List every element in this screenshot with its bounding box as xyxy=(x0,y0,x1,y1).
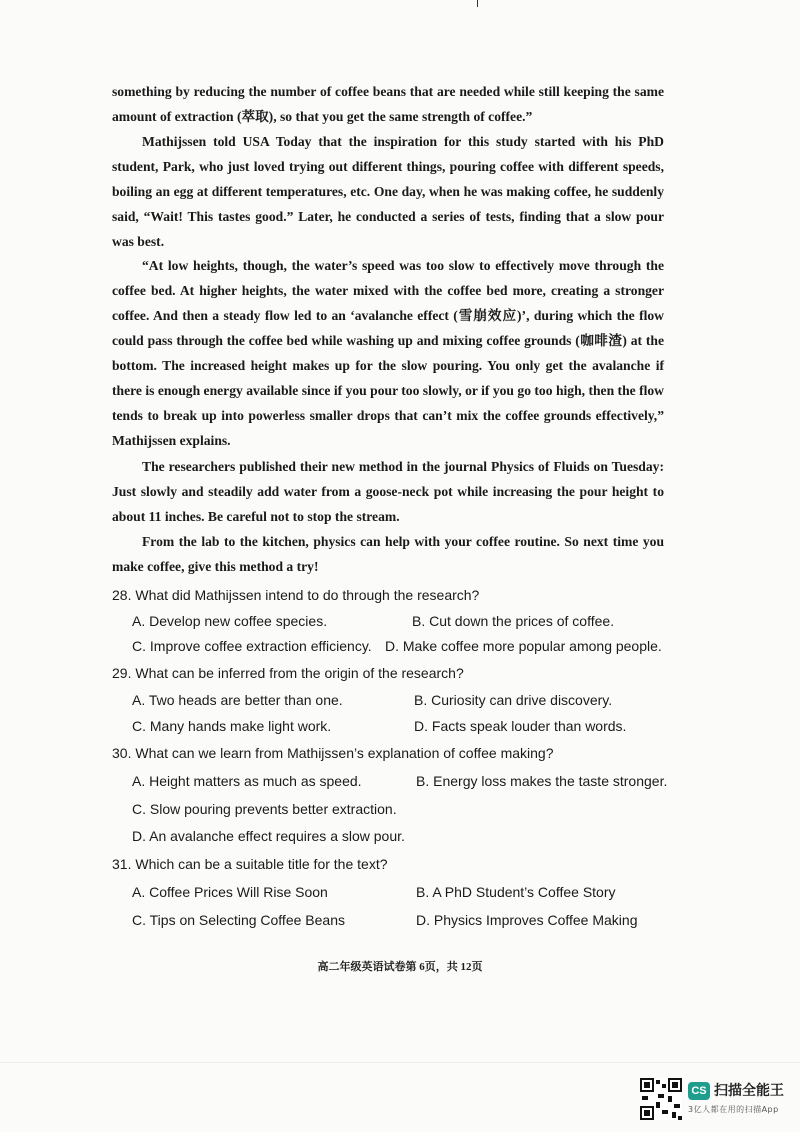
question-31-option-d: D. Physics Improves Coffee Making xyxy=(416,912,638,928)
question-28-option-a: A. Develop new coffee species. xyxy=(132,613,328,629)
passage-paragraph-4: The researchers published their new method in the journal Physics of Fluids on Tuesday: Just slowly and steadily add water from a goose-neck pot while increasing the pour height to about 11 inches. Be careful not to stop the stream. xyxy=(112,459,664,524)
question-28-option-c: C. Improve coffee extraction efficiency. xyxy=(132,638,372,654)
passage-paragraph-1: something by reducing the number of coffee beans that are needed while still keeping the same amount of extraction (萃取), so that you get the same strength of coffee.” xyxy=(112,84,664,124)
question-31-stem: 31. Which can be a suitable title for the text? xyxy=(112,856,388,872)
scan-divider xyxy=(0,1062,800,1063)
question-29-option-a: A. Two heads are better than one. xyxy=(132,692,343,708)
scanner-tagline: 3亿人都在用的扫描App xyxy=(688,1105,779,1114)
question-30-option-a: A. Height matters as much as speed. xyxy=(132,773,362,789)
question-30-option-d: D. An avalanche effect requires a slow pour. xyxy=(132,828,405,844)
question-31-option-a: A. Coffee Prices Will Rise Soon xyxy=(132,884,328,900)
passage-paragraph-5: From the lab to the kitchen, physics can help with your coffee routine. So next time you make coffee, give this method a try! xyxy=(112,534,664,574)
question-31-option-b: B. A PhD Student’s Coffee Story xyxy=(416,884,616,900)
question-29-option-d: D. Facts speak louder than words. xyxy=(414,718,627,734)
question-29-stem: 29. What can be inferred from the origin of the research? xyxy=(112,665,464,681)
qr-code-icon xyxy=(640,1078,682,1120)
scanner-brand: 扫描全能王 xyxy=(714,1083,784,1099)
passage-paragraph-3: “At low heights, though, the water’s speed was too slow to effectively move through the coffee bed. At higher heights, the water mixed with the coffee bed more, creating a stronger coffee. And then a steady flow led to an ‘avalanche effect (雪崩效应)’, during which the flow could pass through the coffee bed while washing up and mixing coffee grounds (咖啡渣) at the bottom. The increased height makes up for the slow pouring. You only get the avalanche if there is enough energy available since if you pour too slowly, or if you go too high, then the flow tends to break up into powerless smaller drops that can’t mix the coffee grounds effectively,” Mathijssen explains. xyxy=(112,258,664,448)
question-30-stem: 30. What can we learn from Mathijssen’s explanation of coffee making? xyxy=(112,745,554,761)
question-30-option-c: C. Slow pouring prevents better extraction. xyxy=(132,801,397,817)
camscanner-logo-icon: CS xyxy=(688,1082,710,1100)
page-footer: 高二年级英语试卷第 6页，共 12页 xyxy=(317,961,483,973)
question-30-option-b: B. Energy loss makes the taste stronger. xyxy=(416,773,668,789)
question-29-option-b: B. Curiosity can drive discovery. xyxy=(414,692,613,708)
question-28-option-b: B. Cut down the prices of coffee. xyxy=(412,613,615,629)
question-28-stem: 28. What did Mathijssen intend to do through the research? xyxy=(112,587,480,603)
scan-mark xyxy=(477,0,478,7)
question-31-option-c: C. Tips on Selecting Coffee Beans xyxy=(132,912,345,928)
passage-paragraph-2: Mathijssen told USA Today that the inspiration for this study started with his PhD student, Park, who just loved trying out different things, pouring coffee with different speeds, boiling an egg at different temperatures, etc. One day, when he was making coffee, he suddenly said, “Wait! This tastes good.” Later, he conducted a series of tests, finding that a slow pour was best. xyxy=(112,134,664,249)
question-29-option-c: C. Many hands make light work. xyxy=(132,718,332,734)
question-28-option-d: D. Make coffee more popular among people. xyxy=(385,638,662,654)
